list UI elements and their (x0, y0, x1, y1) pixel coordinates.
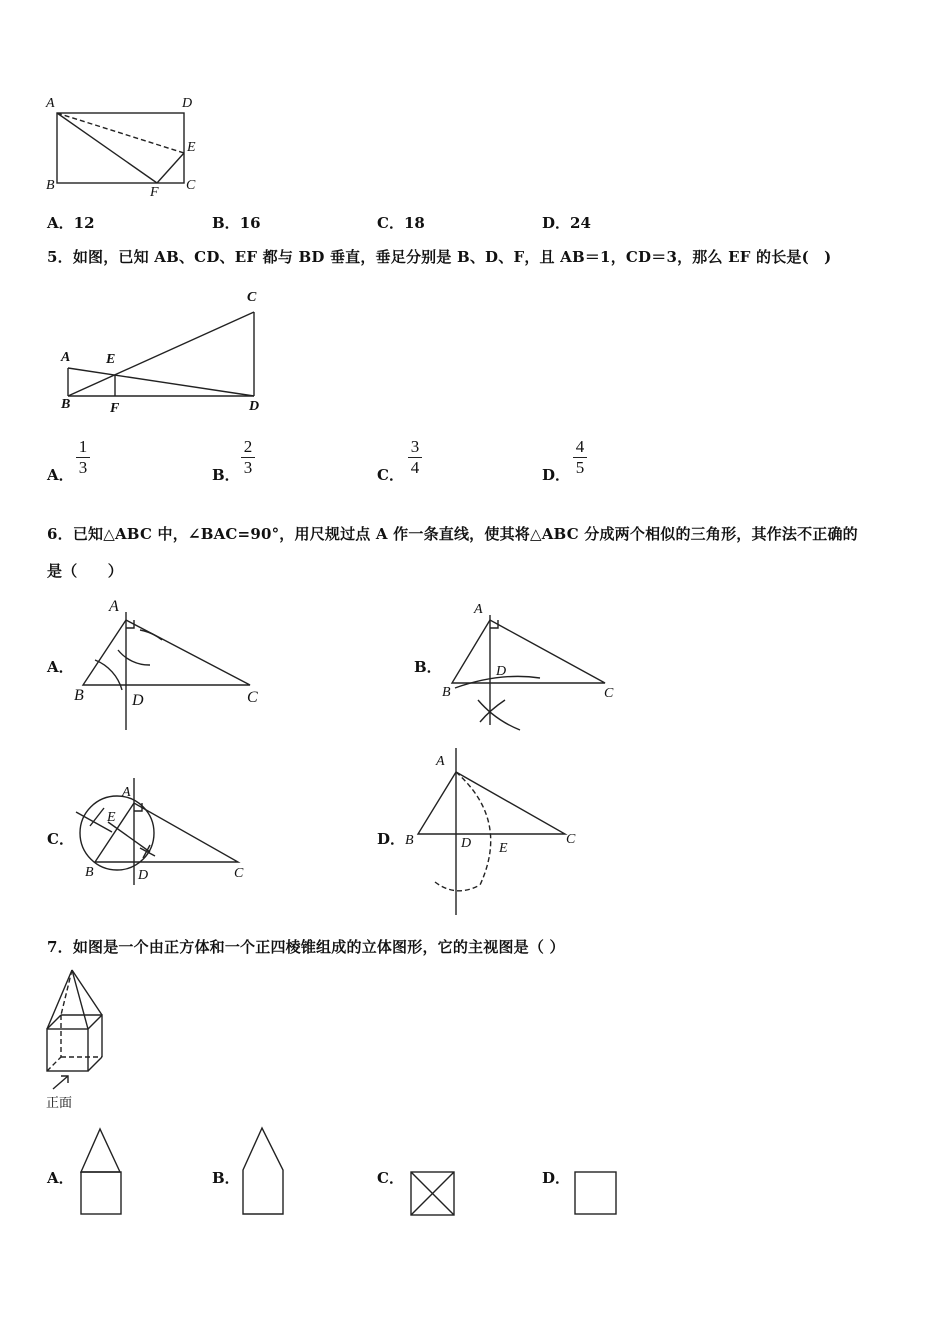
q5-question-text: 5．如图，已知 AB、CD、EF 都与 BD 垂直，垂足分别是 B、D、F，且 AB＝1，CD＝3，那么 EF 的长是( ) (47, 248, 832, 266)
q6-option-c[interactable]: C． (47, 830, 74, 848)
q4-label-d: D (182, 96, 193, 111)
q6d-label-c: C (566, 832, 576, 847)
q6-option-b[interactable]: B． (414, 658, 442, 676)
q5-label-d: D (249, 399, 260, 414)
q4-option-b-letter: B． (212, 214, 240, 232)
q6-option-a[interactable]: A． (47, 658, 74, 676)
q5-label-b: B (61, 397, 71, 412)
q6c-label-c: C (234, 866, 244, 881)
q6a-label-a: A (109, 598, 119, 615)
q4-label-c: C (186, 178, 196, 193)
q4-label-f: F (150, 185, 159, 200)
q4-label-e: E (187, 140, 196, 155)
q6-question-line2: 是（ ） (47, 562, 124, 580)
q6d-label-d: D (461, 836, 472, 851)
q5-label-c: C (247, 290, 257, 305)
q5-c-numerator: 3 (410, 437, 420, 456)
q4-option-b-value: 16 (239, 214, 261, 232)
q6d-label-b: B (405, 833, 414, 848)
q6c-label-a: A (122, 785, 131, 800)
q5-option-c-letter: C． (377, 466, 404, 484)
q6c-label-e: E (107, 810, 116, 825)
q4-option-a-value: 12 (73, 214, 95, 232)
q5-a-numerator: 1 (78, 437, 88, 456)
q5-option-d-letter: D． (542, 466, 571, 484)
q7-option-c[interactable]: C． (377, 1169, 404, 1187)
q6b-label-c: C (604, 686, 614, 701)
q7-option-b[interactable]: B． (212, 1169, 240, 1187)
q6a-label-b: B (74, 687, 84, 704)
q6b-label-d: D (496, 664, 507, 679)
q6d-label-e: E (499, 841, 508, 856)
q4-option-c-value: 18 (403, 214, 425, 232)
q4-label-a: A (46, 96, 55, 111)
q7-option-d[interactable]: D． (542, 1169, 571, 1187)
q5-label-a: A (61, 350, 71, 365)
q5-option-a-letter: A． (47, 466, 74, 484)
q5-a-denominator: 3 (78, 458, 88, 477)
q7-option-b-figure (243, 1128, 283, 1214)
q6c-label-b: B (85, 865, 94, 880)
q5-b-numerator: 2 (243, 437, 253, 456)
q5-label-e: E (106, 352, 116, 367)
q5-d-denominator: 5 (575, 458, 585, 477)
q4-option-d-value: 24 (570, 214, 591, 232)
q7-option-c-figure (411, 1172, 454, 1215)
q6b-label-a: A (474, 602, 483, 617)
q5-d-numerator: 4 (575, 437, 585, 456)
q6a-label-d: D (132, 692, 144, 709)
q4-option-d-letter: D． (542, 214, 571, 232)
q4-option-c-letter: C． (377, 214, 404, 232)
q6-option-d[interactable]: D． (377, 830, 406, 848)
q4-option-a-letter: A． (47, 214, 74, 232)
q6b-label-b: B (442, 685, 451, 700)
q4-label-b: B (46, 178, 55, 193)
q5-option-b-letter: B． (212, 466, 240, 484)
q7-option-d-figure (575, 1172, 616, 1214)
q6d-label-a: A (436, 754, 445, 769)
q7-option-a[interactable]: A． (47, 1169, 74, 1187)
q7-front-label: 正面 (46, 1096, 73, 1111)
q5-label-f: F (110, 401, 120, 416)
q5-b-denominator: 3 (243, 458, 253, 477)
q5-c-denominator: 4 (410, 458, 420, 477)
q7-question-text: 7．如图是一个由正方体和一个正四棱锥组成的立体图形，它的主视图是（ ） (47, 938, 565, 956)
q7-option-a-figure (81, 1129, 121, 1214)
q6-question-line1: 6．已知△ABC 中，∠BAC=90°，用尺规过点 A 作一条直线，使其将△ABC 分成两个相似的三角形，其作法不正确的 (47, 525, 858, 543)
q6c-label-d: D (138, 868, 149, 883)
q6a-label-c: C (247, 689, 258, 706)
